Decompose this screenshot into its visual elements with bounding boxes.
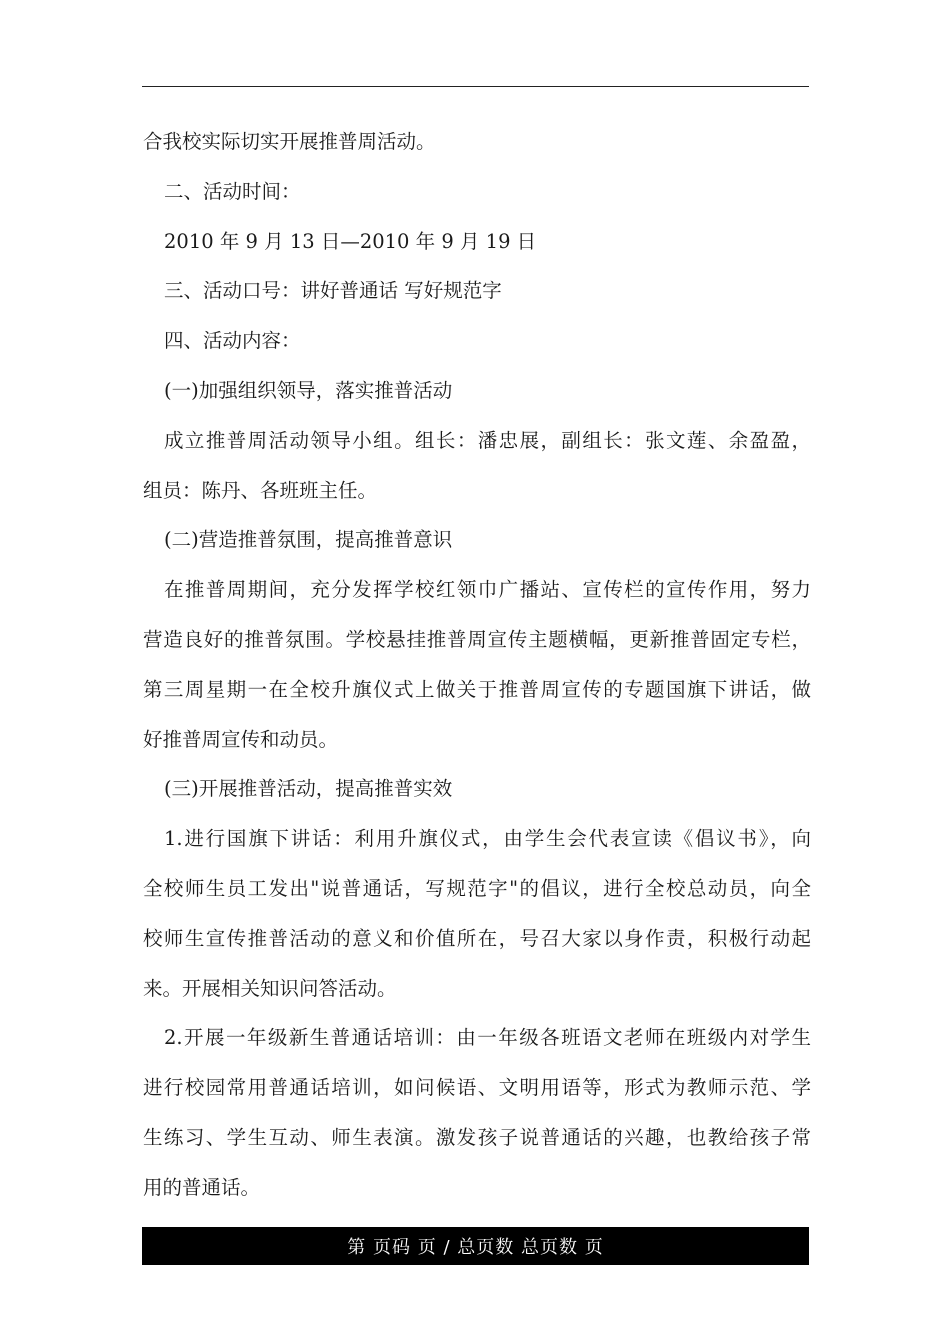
text-line: (一)加强组织领导，落实推普活动 (164, 378, 453, 402)
text-line: 校师生宣传推普活动的意义和价值所在，号召大家以身作责，积极行动起 (143, 926, 811, 950)
text-line: 用的普通话。 (143, 1175, 261, 1199)
text-line: 进行校园常用普通话培训，如问候语、文明用语等，形式为教师示范、学 (143, 1076, 811, 1100)
header-rule (142, 86, 809, 87)
text-line: (三)开展推普活动，提高推普实效 (164, 777, 453, 801)
text-line: 组员：陈丹、各班班主任。 (143, 478, 378, 502)
text-line: 成立推普周活动领导小组。组长：潘忠展，副组长：张文莲、余盈盈， (164, 428, 811, 452)
text-line: 2010 年 9 月 13 日—2010 年 9 月 19 日 (164, 229, 537, 253)
text-line: 合我校实际切实开展推普周活动。 (143, 130, 436, 153)
text-line: 1.进行国旗下讲话：利用升旗仪式，由学生会代表宣读《倡议书》，向 (164, 827, 811, 851)
text-line: 生练习、学生互动、师生表演。激发孩子说普通话的兴趣，也教给孩子常 (143, 1125, 811, 1149)
text-line: 第三周星期一在全校升旗仪式上做关于推普周宣传的专题国旗下讲话，做 (143, 677, 811, 701)
text-line: (二)营造推普氛围，提高推普意识 (164, 528, 453, 552)
text-line: 全校师生员工发出"说普通话，写规范字"的倡议，进行全校总动员，向全 (143, 876, 811, 900)
text-line: 2.开展一年级新生普通话培训：由一年级各班语文老师在班级内对学生 (164, 1026, 811, 1050)
text-line: 营造良好的推普氛围。学校悬挂推普周宣传主题横幅，更新推普固定专栏， (143, 627, 811, 651)
page-footer (142, 1227, 809, 1265)
text-line: 二、活动时间： (164, 179, 301, 203)
text-line: 好推普周宣传和动员。 (143, 727, 339, 751)
text-line: 四、活动内容： (164, 329, 301, 353)
document-body (143, 117, 811, 1213)
text-line: 三、活动口号：讲好普通话 写好规范字 (164, 279, 502, 303)
text-line: 来。开展相关知识问答活动。 (143, 976, 397, 1000)
text-line: 在推普周期间，充分发挥学校红领巾广播站、宣传栏的宣传作用，努力 (164, 578, 811, 602)
page-number-text: 第 页码 页 / 总页数 总页数 页 (347, 1237, 604, 1258)
